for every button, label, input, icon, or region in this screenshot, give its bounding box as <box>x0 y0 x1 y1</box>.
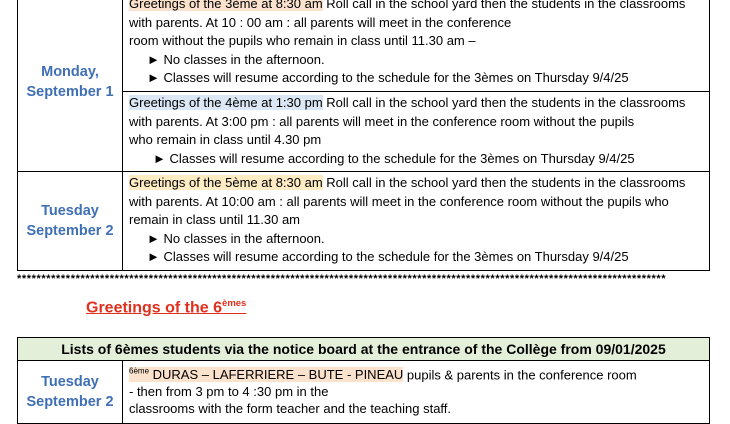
monday-3eme-bullet1: ► No classes in the afternoon. <box>147 51 325 67</box>
monday-block-4eme <box>123 92 710 172</box>
lists-header-row <box>18 338 710 361</box>
lists-sup: 6ème <box>129 367 150 376</box>
tuesday-day-label: Tuesday <box>41 202 99 219</box>
lists-table <box>17 337 710 424</box>
tuesday-5eme-bullet2: ► Classes will resume according to the schedule for the 3èmes on Thursday 9/4/25 <box>147 249 629 264</box>
tuesday-date-label: September 2 <box>26 222 114 239</box>
tuesday-block-5eme <box>123 172 710 271</box>
section-title-text: Greetings of the 6 <box>86 299 223 317</box>
monday-block-3eme <box>123 0 710 92</box>
lists-date-label: September 2 <box>26 394 114 410</box>
monday-4eme-highlight: Greetings of the 4ème at 1:30 pm <box>129 95 323 110</box>
monday-3eme-line1-rest: Roll call in the school yard then the students in the classrooms <box>322 0 686 11</box>
lists-names: DURAS – LAFERRIERE – BUTE - PINEAU <box>149 367 404 383</box>
tuesday-5eme-bullet1: ► No classes in the afternoon. <box>147 230 325 246</box>
section-title-sup: èmes <box>222 298 247 309</box>
monday-3eme-line1 <box>129 0 703 14</box>
lists-line1-rest: pupils & parents in the conference room <box>403 367 637 383</box>
lists-header: Lists of 6èmes students via the notice board at the entrance of the Collège from 09/01/2025 <box>18 338 710 361</box>
lists-line1 <box>129 363 703 383</box>
lists-day-cell <box>18 361 123 424</box>
monday-3eme-line2: with parents. At 10 : 00 am : all parents will meet in the conference <box>129 14 512 30</box>
lists-tuesday-row <box>18 361 710 424</box>
section-title <box>86 298 246 317</box>
lists-line3: classrooms with the form teacher and the teaching staff. <box>129 401 452 417</box>
tuesday-5eme-line1 <box>129 174 703 193</box>
monday-3eme-line3: room without the pupils who remain in class until 11.30 am – <box>129 33 476 48</box>
monday-row-1 <box>18 0 710 92</box>
monday-4eme-line1-rest: Roll call in the school yard then the students in the classrooms <box>322 95 686 110</box>
monday-day-cell <box>18 0 123 172</box>
tuesday-day-cell <box>18 172 123 271</box>
separator-line: ************************************************************************************************************************************* <box>17 273 667 285</box>
lists-content <box>123 361 710 424</box>
lists-line2: - then from 3 pm to 4 :30 pm in the <box>129 384 329 400</box>
monday-4eme-line3: who remain in class until 4.30 pm <box>129 132 322 147</box>
monday-4eme-line1 <box>129 94 703 113</box>
tuesday-5eme-line3: remain in class until 11.30 am <box>129 212 301 227</box>
lists-day-label: Tuesday <box>41 374 99 390</box>
tuesday-row <box>18 172 710 271</box>
tuesday-5eme-line1-rest: Roll call in the school yard then the students in the classrooms <box>322 175 686 190</box>
monday-4eme-line2: with parents. At 3:00 pm : all parents will meet in the conference room without the pupils <box>129 113 635 129</box>
schedule-table <box>17 0 710 271</box>
tuesday-5eme-line2: with parents. At 10:00 am : all parents will meet in the conference room without the pupils who <box>129 193 669 209</box>
monday-4eme-bullet1: ► Classes will resume according to the schedule for the 3èmes on Thursday 9/4/25 <box>153 150 635 166</box>
monday-date-label: September 1 <box>26 84 114 100</box>
monday-3eme-highlight: Greetings of the 3ème at 8:30 am <box>129 0 323 11</box>
tuesday-5eme-highlight: Greetings of the 5ème at 8:30 am <box>129 175 323 190</box>
monday-3eme-bullet2: ► Classes will resume according to the schedule for the 3èmes on Thursday 9/4/25 <box>147 70 629 85</box>
monday-day-label: Monday, <box>41 64 99 80</box>
lists-classes-highlight <box>129 367 403 382</box>
